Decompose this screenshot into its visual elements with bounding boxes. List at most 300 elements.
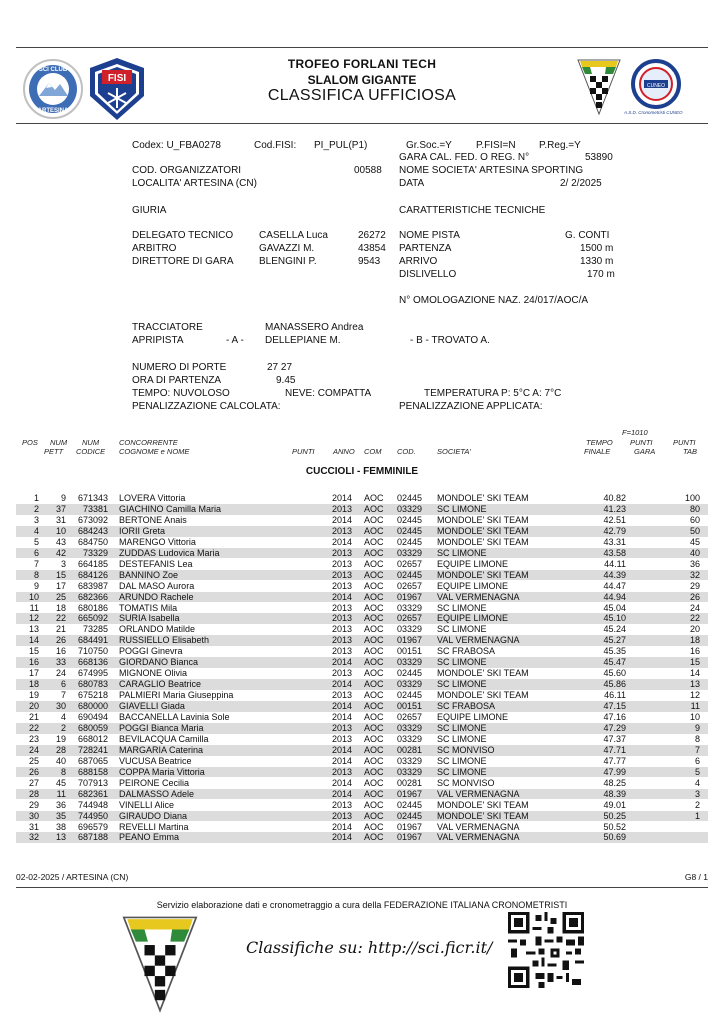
col-num-pett: NUM [50, 438, 68, 447]
col-punti: PUNTI [292, 447, 315, 456]
cell-tab: 40 [689, 547, 700, 558]
delegato-code: 26272 [358, 230, 386, 241]
cell-codice: 664185 [77, 558, 108, 569]
direttore-code: 9543 [358, 256, 381, 267]
cell-codice: 728241 [77, 744, 108, 755]
cell-tempo: 48.25 [603, 777, 626, 788]
cell-com: AOC [364, 799, 384, 810]
cell-cod: 01967 [397, 635, 423, 646]
cell-codice: 671343 [77, 493, 108, 503]
cell-cod: 02445 [397, 536, 423, 547]
cell-codice: 690494 [77, 712, 108, 722]
cell-soc: VAL VERMENAGNA [437, 591, 520, 602]
cell-tab: 32 [689, 569, 700, 580]
cell-anno: 2013 [332, 733, 353, 744]
cell-tempo: 45.27 [603, 635, 626, 646]
cell-tab: 7 [694, 744, 700, 755]
cell-anno: 2014 [332, 712, 353, 722]
cell-pett: 43 [55, 536, 66, 547]
cell-com: AOC [364, 657, 384, 668]
cell-anno: 2013 [332, 624, 353, 635]
cell-pos: 1 [33, 493, 39, 503]
table-row [16, 789, 708, 800]
cell-tempo: 49.01 [603, 799, 626, 810]
cell-cod: 02445 [397, 690, 423, 701]
cell-pett: 28 [55, 744, 66, 755]
cell-cod: 02445 [397, 810, 423, 821]
cell-tempo: 44.94 [603, 591, 626, 602]
cell-anno: 2013 [332, 558, 353, 569]
ora-partenza-label: ORA DI PARTENZA [132, 375, 222, 386]
cell-pos: 21 [28, 712, 39, 722]
cell-tab: 20 [689, 624, 700, 635]
cell-codice: 696579 [77, 821, 108, 832]
cell-pett: 6 [60, 679, 66, 690]
cell-soc: VAL VERMENAGNA [437, 635, 520, 646]
cell-codice: 684750 [77, 536, 108, 547]
cell-tempo: 47.71 [603, 744, 626, 755]
cell-tempo: 45.86 [603, 679, 626, 690]
cell-tab: 22 [689, 613, 700, 624]
apripista-b: - B - TROVATO A. [410, 335, 490, 346]
cell-tempo: 48.39 [603, 788, 626, 799]
p-reg: P.Reg.=Y [539, 140, 581, 151]
cell-com: AOC [364, 569, 384, 580]
cell-soc: SC MONVISO [437, 777, 495, 788]
cell-com: AOC [364, 712, 384, 722]
cell-tab: 14 [689, 668, 700, 679]
table-row [16, 723, 708, 734]
tempo-meteo: TEMPO: NUVOLOSO [132, 388, 230, 399]
cell-soc: SC LIMONE [437, 657, 487, 668]
cell-tab: 16 [689, 646, 700, 657]
cell-soc: VAL VERMENAGNA [437, 788, 520, 799]
cell-tab: 9 [694, 722, 700, 733]
cell-com: AOC [364, 493, 384, 503]
cell-pos: 28 [28, 788, 39, 799]
cell-pett: 17 [55, 580, 66, 591]
cell-pos: 25 [28, 755, 39, 766]
cell-anno: 2014 [332, 536, 353, 547]
cell-anno: 2014 [332, 821, 353, 832]
cell-com: AOC [364, 679, 384, 690]
cell-soc: SC LIMONE [437, 624, 487, 635]
cell-soc: EQUIPE LIMONE [437, 580, 509, 591]
cod-fisi-label: Cod.FISI: [254, 140, 297, 151]
classifiche-link[interactable]: Classifiche su: http://sci.ficr.it/ [246, 938, 493, 957]
cell-pos: 12 [28, 613, 39, 624]
apripista-a: - A - [226, 335, 244, 346]
cell-nome: MARGARIA Caterina [119, 744, 204, 755]
cell-tab: 100 [684, 493, 700, 503]
cell-anno: 2014 [332, 591, 353, 602]
cell-soc: MONDOLE' SKI TEAM [437, 690, 529, 701]
cell-cod: 01967 [397, 788, 423, 799]
cell-anno: 2014 [332, 777, 353, 788]
cell-codice: 707913 [77, 777, 108, 788]
cell-cod: 02445 [397, 668, 423, 679]
cell-com: AOC [364, 668, 384, 679]
col-societa: SOCIETA' [437, 447, 471, 456]
table-row [16, 701, 708, 712]
data-value: 2/ 2/2025 [560, 178, 602, 189]
table-row [16, 822, 708, 833]
cell-tempo: 43.58 [603, 547, 626, 558]
cell-anno: 2013 [332, 668, 353, 679]
numero-porte-value: 27 27 [267, 362, 293, 373]
cell-pett: 16 [55, 646, 66, 657]
cell-soc: SC FRABOSA [437, 646, 496, 657]
cell-pett: 45 [55, 777, 66, 788]
partenza-value: 1500 m [580, 243, 614, 254]
cell-cod: 01967 [397, 591, 423, 602]
cell-soc: SC LIMONE [437, 547, 487, 558]
cell-pos: 2 [33, 503, 39, 514]
dislivello-value: 170 m [587, 269, 615, 280]
cell-soc: MONDOLE' SKI TEAM [437, 668, 529, 679]
col-f-factor: F=1010 [622, 428, 648, 437]
cell-tab: 12 [689, 690, 700, 701]
cell-nome: GIORDANO Bianca [119, 657, 199, 668]
cell-pett: 40 [55, 755, 66, 766]
arbitro-code: 43854 [358, 243, 386, 254]
cell-tempo: 47.29 [603, 722, 626, 733]
nome-societa: NOME SOCIETA' ARTESINA SPORTING [399, 165, 584, 176]
cell-tab: 36 [689, 558, 700, 569]
cell-cod: 02657 [397, 580, 423, 591]
cell-soc: SC LIMONE [437, 755, 487, 766]
cell-codice: 682361 [77, 788, 108, 799]
cell-tempo: 50.25 [603, 810, 626, 821]
cell-nome: MIGNONE Olivia [119, 668, 188, 679]
cell-cod: 02657 [397, 558, 423, 569]
cod-organizzatori-label: COD. ORGANIZZATORI [132, 165, 242, 176]
cell-tempo: 42.79 [603, 525, 626, 536]
cell-tab: 1 [694, 810, 700, 821]
page-title-event: SLALOM GIGANTE [307, 73, 417, 87]
col-finale: FINALE [584, 447, 611, 456]
giuria-heading: GIURIA [132, 205, 167, 216]
cell-pos: 32 [28, 832, 39, 843]
cell-soc: MONDOLE' SKI TEAM [437, 525, 529, 536]
cell-codice: 684126 [77, 569, 108, 580]
cell-cod: 02445 [397, 514, 423, 525]
footer-date-place: 02-02-2025 / ARTESINA (CN) [16, 872, 129, 882]
cell-nome: BANNINO Zoe [119, 569, 179, 580]
cell-cod: 02445 [397, 525, 423, 536]
table-row [16, 624, 708, 635]
qr-code [508, 912, 584, 993]
header-divider [16, 123, 708, 124]
cell-codice: 687065 [77, 755, 108, 766]
cell-codice: 710750 [77, 646, 108, 657]
cell-codice: 688158 [77, 766, 108, 777]
table-row [16, 646, 708, 657]
cell-pett: 19 [55, 733, 66, 744]
cell-pos: 4 [33, 525, 39, 536]
cell-pett: 31 [55, 514, 66, 525]
col-concorrente: CONCORRENTE [119, 438, 178, 447]
omologazione: N° OMOLOGAZIONE NAZ. 24/017/AOC/A [399, 295, 589, 306]
cell-tempo: 47.99 [603, 766, 626, 777]
cell-com: AOC [364, 635, 384, 646]
col-cognome-nome: COGNOME e NOME [119, 447, 190, 456]
col-cod: COD. [397, 447, 416, 456]
cell-pos: 18 [28, 679, 39, 690]
cell-nome: DALMASSO Adele [119, 788, 195, 799]
arbitro-name: GAVAZZI M. [259, 243, 315, 254]
cell-pett: 37 [55, 503, 66, 514]
cell-codice: 680000 [77, 701, 108, 712]
cell-nome: COPPA Maria Vittoria [119, 766, 205, 777]
cell-soc: EQUIPE LIMONE [437, 613, 509, 624]
table-row [16, 603, 708, 614]
cell-pett: 30 [55, 701, 66, 712]
cell-tab: 10 [689, 712, 700, 722]
cell-anno: 2013 [332, 547, 353, 558]
cod-organizzatori-value: 00588 [354, 165, 382, 176]
partenza-label: PARTENZA [399, 243, 452, 254]
cell-tempo: 44.39 [603, 569, 626, 580]
cell-codice: 684243 [77, 525, 108, 536]
cell-tempo: 45.47 [603, 657, 626, 668]
cell-soc: SC LIMONE [437, 602, 487, 613]
cell-nome: MARENGO Vittoria [119, 536, 196, 547]
cell-codice: 682366 [77, 591, 108, 602]
col-punti-gara: PUNTI [630, 438, 653, 447]
cell-codice: 673092 [77, 514, 108, 525]
cell-cod: 03329 [397, 503, 423, 514]
ficr-footer-logo [120, 914, 200, 1019]
cell-pos: 16 [28, 657, 39, 668]
cell-com: AOC [364, 788, 384, 799]
cell-nome: BACCANELLA Lavinia Sole [119, 712, 230, 722]
table-row [16, 515, 708, 526]
cell-cod: 03329 [397, 766, 423, 777]
cell-tempo: 47.16 [603, 712, 626, 722]
table-row [16, 635, 708, 646]
cell-tempo: 45.35 [603, 646, 626, 657]
cell-pos: 3 [33, 514, 39, 525]
cell-pett: 26 [55, 635, 66, 646]
cell-cod: 00151 [397, 701, 423, 712]
cell-cod: 01967 [397, 832, 423, 843]
cell-tempo: 50.52 [603, 821, 626, 832]
cell-soc: SC LIMONE [437, 679, 487, 690]
cell-codice: 680186 [77, 602, 108, 613]
cell-codice: 674995 [77, 668, 108, 679]
cell-pett: 4 [60, 712, 66, 722]
cell-pett: 9 [60, 493, 66, 503]
cell-com: AOC [364, 821, 384, 832]
cell-tempo: 44.11 [604, 558, 626, 569]
cell-codice: 684491 [77, 635, 108, 646]
cell-tempo: 43.31 [603, 536, 626, 547]
svg-text:SCI CLUB: SCI CLUB [38, 67, 68, 73]
arrivo-value: 1330 m [580, 256, 614, 267]
cell-tempo: 47.37 [603, 733, 626, 744]
cell-codice: 683987 [77, 580, 108, 591]
table-row [16, 832, 708, 843]
gr-soc: Gr.Soc.=Y [406, 140, 452, 151]
cell-codice: 668136 [77, 657, 108, 668]
cell-pett: 8 [60, 766, 66, 777]
cell-pos: 29 [28, 799, 39, 810]
cell-tempo: 46.11 [604, 690, 626, 701]
cell-cod: 02657 [397, 712, 423, 722]
cell-com: AOC [364, 733, 384, 744]
cell-soc: SC LIMONE [437, 503, 487, 514]
tracciatore-label: TRACCIATORE [132, 322, 203, 333]
arbitro-label: ARBITRO [132, 243, 177, 254]
cell-pett: 10 [55, 525, 66, 536]
cell-anno: 2013 [332, 646, 353, 657]
cell-pett: 7 [60, 690, 66, 701]
cell-com: AOC [364, 503, 384, 514]
penalizzazione-applicata: PENALIZZAZIONE APPLICATA: [399, 401, 543, 412]
cell-codice: 675218 [77, 690, 108, 701]
cell-cod: 00281 [397, 777, 423, 788]
cell-pos: 31 [28, 821, 39, 832]
cell-cod: 03329 [397, 657, 423, 668]
cell-com: AOC [364, 690, 384, 701]
cell-tab: 2 [694, 799, 700, 810]
cell-nome: PEANO Emma [119, 832, 180, 843]
apripista-a-name: DELLEPIANE M. [265, 335, 341, 346]
cell-soc: MONDOLE' SKI TEAM [437, 810, 529, 821]
cell-tab: 6 [694, 755, 700, 766]
cell-cod: 02445 [397, 493, 423, 503]
cell-tempo: 42.51 [603, 514, 626, 525]
cell-pett: 38 [55, 821, 66, 832]
cell-tab: 80 [689, 503, 700, 514]
cell-pos: 14 [28, 635, 39, 646]
cell-cod: 02657 [397, 613, 423, 624]
table-row [16, 778, 708, 789]
cell-cod: 03329 [397, 722, 423, 733]
cell-nome: TOMATIS Mila [119, 602, 178, 613]
cell-anno: 2014 [332, 744, 353, 755]
cell-tab: 11 [690, 701, 700, 712]
cod-fisi-value: PI_PUL(P1) [314, 140, 368, 151]
cronometristi-cuneo-caption: A.S.D. Cronometristi CUNEO [624, 110, 683, 115]
cell-nome: POGGI Bianca Maria [119, 722, 204, 733]
cell-codice: 73285 [82, 624, 108, 635]
nome-pista-value: G. CONTI [565, 230, 610, 241]
footer-divider [16, 887, 708, 888]
col-punti-tab: PUNTI [673, 438, 696, 447]
cell-nome: PALMIERI Maria Giuseppina [119, 690, 234, 701]
cell-com: AOC [364, 744, 384, 755]
cell-anno: 2013 [332, 690, 353, 701]
cell-cod: 03329 [397, 679, 423, 690]
cell-pett: 24 [55, 668, 66, 679]
cell-anno: 2014 [332, 832, 353, 843]
cell-soc: MONDOLE' SKI TEAM [437, 514, 529, 525]
cell-anno: 2013 [332, 799, 353, 810]
cell-pos: 13 [28, 624, 39, 635]
cell-pos: 9 [33, 580, 39, 591]
page-title-classifica: CLASSIFICA UFFICIOSA [267, 87, 457, 104]
cell-cod: 03329 [397, 602, 423, 613]
table-row [16, 734, 708, 745]
cell-tab: 5 [694, 766, 700, 777]
cell-anno: 2013 [332, 810, 353, 821]
header-divider-top [16, 47, 708, 48]
table-row [16, 767, 708, 778]
nome-pista-label: NOME PISTA [399, 230, 460, 241]
cell-tab: 8 [694, 733, 700, 744]
ora-partenza-value: 9.45 [276, 375, 296, 386]
col-codice: CODICE [76, 447, 106, 456]
cell-anno: 2013 [332, 602, 353, 613]
cell-pett: 21 [55, 624, 66, 635]
cell-com: AOC [364, 591, 384, 602]
cell-codice: 680059 [77, 722, 108, 733]
direttore-name: BLENGINI P. [259, 256, 317, 267]
data-label: DATA [399, 178, 425, 189]
cell-com: AOC [364, 646, 384, 657]
table-row [16, 537, 708, 548]
table-row [16, 756, 708, 767]
table-row [16, 690, 708, 701]
cell-nome: DAL MASO Aurora [119, 580, 195, 591]
cell-nome: VUCUSA Beatrice [119, 755, 192, 766]
cell-cod: 03329 [397, 755, 423, 766]
category-title: CUCCIOLI - FEMMINILE [305, 466, 419, 477]
cell-tab: 4 [694, 777, 700, 788]
cell-tempo: 50.69 [603, 832, 626, 843]
dislivello-label: DISLIVELLO [399, 269, 457, 280]
p-fisi: P.FISI=N [476, 140, 516, 151]
cell-com: AOC [364, 580, 384, 591]
cell-pett: 11 [56, 788, 66, 799]
cell-pos: 8 [33, 569, 39, 580]
cell-tab: 15 [689, 657, 700, 668]
cell-pett: 13 [55, 832, 66, 843]
arrivo-label: ARRIVO [399, 256, 438, 267]
table-row [16, 679, 708, 690]
svg-text:ARTESINA: ARTESINA [37, 108, 69, 114]
cell-soc: MONDOLE' SKI TEAM [437, 493, 529, 503]
cell-nome: VINELLI Alice [119, 799, 175, 810]
cell-pos: 5 [33, 536, 39, 547]
cell-tab: 18 [689, 635, 700, 646]
cell-soc: SC LIMONE [437, 766, 487, 777]
cell-tempo: 47.15 [603, 701, 626, 712]
table-row [16, 811, 708, 822]
table-row [16, 570, 708, 581]
direttore-label: DIRETTORE DI GARA [132, 256, 234, 267]
cell-com: AOC [364, 722, 384, 733]
cell-pos: 6 [33, 547, 39, 558]
cell-nome: POGGI Ginevra [119, 646, 183, 657]
cell-nome: REVELLI Martina [119, 821, 189, 832]
cell-pos: 26 [28, 766, 39, 777]
table-row [16, 657, 708, 668]
cell-tab: 29 [689, 580, 700, 591]
cell-nome: IORII Greta [119, 525, 166, 536]
cell-anno: 2014 [332, 514, 353, 525]
table-row [16, 504, 708, 515]
cell-pett: 22 [55, 613, 66, 624]
cell-anno: 2014 [332, 701, 353, 712]
cell-pos: 23 [28, 733, 39, 744]
cell-codice: 744950 [77, 810, 108, 821]
cell-codice: 73381 [82, 503, 108, 514]
cell-com: AOC [364, 547, 384, 558]
cell-nome: ARUNDO Rachele [119, 591, 194, 602]
